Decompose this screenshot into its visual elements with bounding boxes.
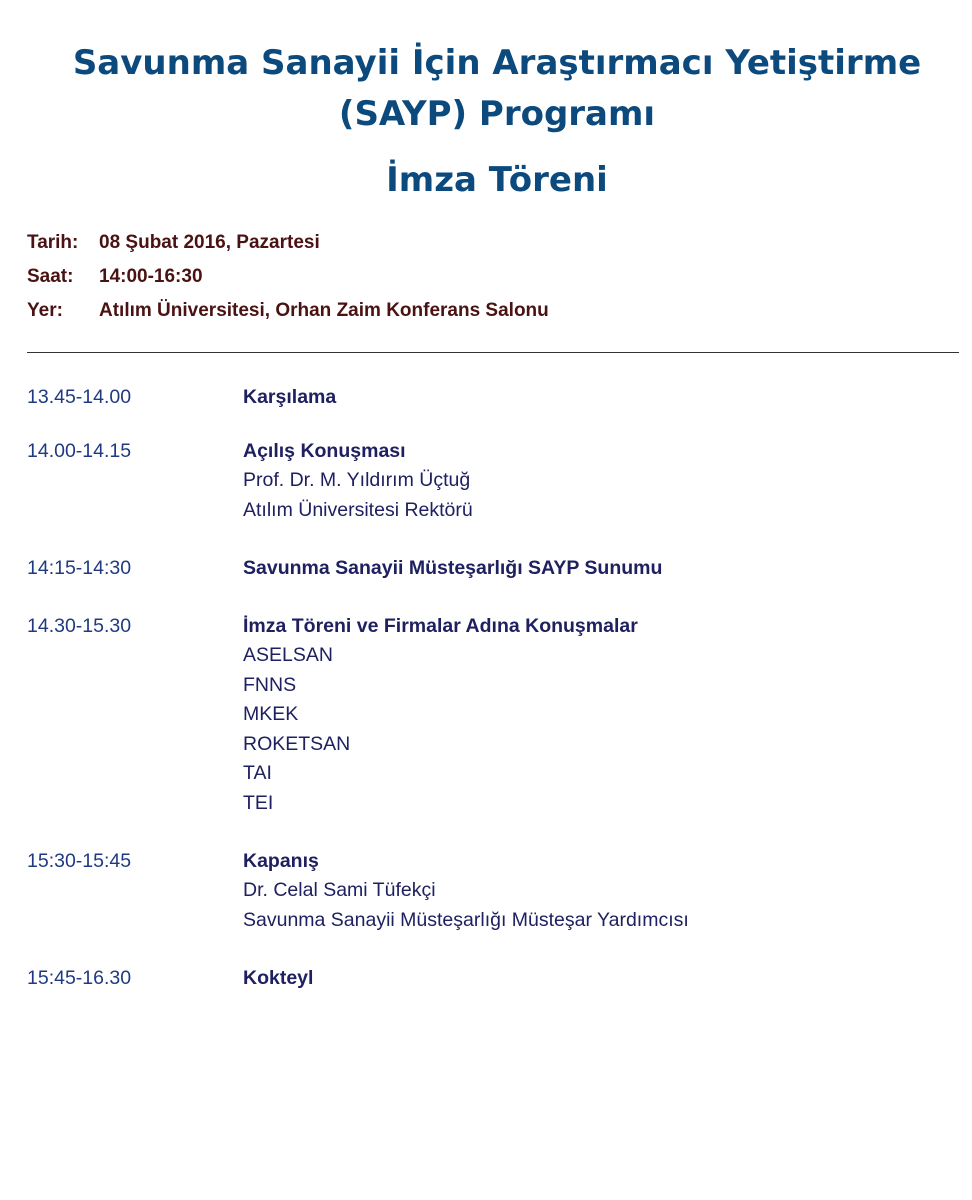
page-title-line-2: (SAYP) Programı [338,94,656,134]
agenda-item-presentation [27,553,957,583]
agenda-detail: TEI [243,791,274,814]
agenda-detail: Savunma Sanayii Müsteşarlığı Müsteşar Yardımcısı [243,908,689,931]
page-title-line-1: Savunma Sanayii İçin Araştırmacı Yetiştirme [72,43,922,83]
agenda-content [243,553,957,583]
event-venue-label: Yer: [27,300,63,321]
agenda-detail: TAI [243,762,272,784]
agenda-title: Savunma Sanayii Müsteşarlığı SAYP Sunumu [243,557,663,579]
agenda-detail: Atılım Üniversitesi Rektörü [243,498,473,521]
agenda-item-opening [27,436,957,525]
agenda-detail: Dr. Celal Sami Tüfekçi [243,879,436,901]
agenda-detail: ASELSAN [243,644,333,666]
agenda-content [243,846,957,935]
event-date-value: 08 Şubat 2016, Pazartesi [99,232,320,253]
agenda-detail: MKEK [243,703,299,725]
agenda-item-signing [27,611,957,818]
agenda-item-welcome [27,382,957,412]
agenda-time: 13.45-14.00 [27,386,132,408]
agenda-detail: ROKETSAN [243,732,351,755]
event-date-label: Tarih: [27,232,79,253]
agenda-title: Kokteyl [243,967,314,989]
agenda-item-closing [27,846,957,935]
event-date-row [27,229,549,263]
agenda-title: Karşılama [243,386,337,408]
agenda-time: 14.30-15.30 [27,615,132,637]
agenda-title: Kapanış [243,850,319,872]
agenda-time: 15:45-16.30 [27,967,132,989]
agenda-content [243,436,957,525]
page-subtitle: İmza Töreni [386,160,608,200]
agenda-title: İmza Töreni ve Firmalar Adına Konuşmalar [243,615,638,637]
event-time-row [27,263,549,297]
divider [27,352,959,353]
agenda-list [27,382,957,993]
agenda-item-cocktail [27,963,957,993]
agenda-content [243,611,957,818]
event-venue-value: Atılım Üniversitesi, Orhan Zaim Konferans Salonu [99,300,549,321]
agenda-content [243,963,957,993]
agenda-time: 15:30-15:45 [27,850,132,872]
agenda-detail: Prof. Dr. M. Yıldırım Üçtuğ [243,469,471,491]
agenda-title: Açılış Konuşması [243,440,406,462]
agenda-detail: FNNS [243,673,297,696]
event-venue-row [27,297,549,331]
agenda-time: 14.00-14.15 [27,440,132,462]
event-info [27,229,549,331]
event-time-value: 14:00-16:30 [99,266,203,287]
event-time-label: Saat: [27,266,74,287]
agenda-content [243,382,957,412]
agenda-time: 14:15-14:30 [27,557,132,579]
